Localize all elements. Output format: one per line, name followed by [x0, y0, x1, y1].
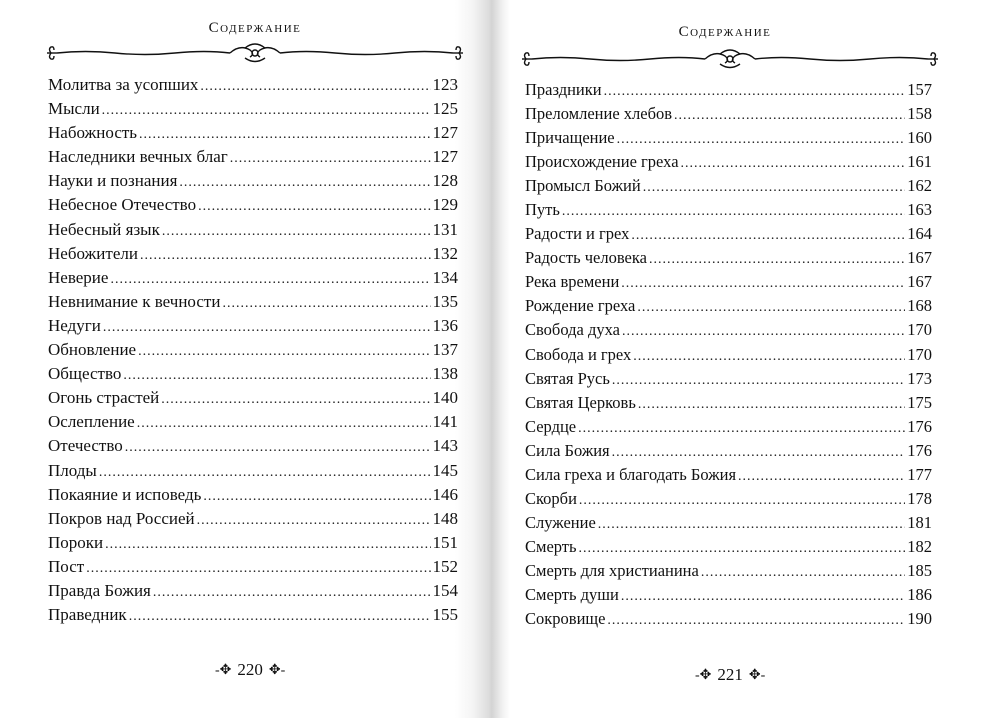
- folio-ornament-icon: ✥-: [268, 662, 286, 678]
- toc-leader-dots: [129, 605, 431, 629]
- toc-entry-title: Сокровище: [525, 609, 606, 629]
- toc-entry-title: Недуги: [48, 315, 101, 335]
- toc-entry-page: 161: [907, 152, 932, 172]
- toc-entry-title: Смерть души: [525, 584, 619, 604]
- right-ornament-divider: [520, 46, 940, 72]
- toc-entry-page: 175: [907, 392, 932, 412]
- toc-entry-title: Науки и познания: [48, 171, 178, 191]
- toc-entry: [48, 193, 458, 217]
- toc-entry-title: Плоды: [48, 460, 97, 480]
- toc-entry-title: Невнимание к вечности: [48, 291, 221, 311]
- toc-entry-title: Небесное Отечество: [48, 195, 197, 215]
- toc-leader-dots: [99, 461, 431, 485]
- toc-leader-dots: [179, 171, 430, 195]
- toc-leader-dots: [153, 581, 431, 605]
- toc-leader-dots: [102, 99, 431, 123]
- toc-entry-page: 127: [432, 147, 458, 167]
- toc-entry-title: Небесный язык: [48, 219, 160, 239]
- toc-entry: [48, 531, 458, 555]
- toc-entry-page: 132: [432, 243, 458, 263]
- toc-entry-page: 151: [432, 532, 458, 552]
- toc-entry-page: 170: [907, 344, 932, 364]
- toc-entry-page: 181: [907, 512, 932, 532]
- toc-entry-page: 163: [907, 200, 932, 220]
- toc-entry-title: Причащение: [525, 128, 615, 148]
- toc-entry-page: 173: [907, 368, 932, 388]
- toc-entry-page: 176: [907, 416, 932, 436]
- toc-leader-dots: [638, 393, 905, 417]
- toc-leader-dots: [701, 561, 905, 585]
- toc-entry-title: Скорби: [525, 488, 577, 508]
- toc-entry-page: 178: [907, 488, 932, 508]
- toc-entry-page: 143: [432, 436, 458, 456]
- toc-entry-title: Смерть: [525, 536, 577, 556]
- toc-entry: [525, 343, 932, 367]
- toc-entry: [48, 338, 458, 362]
- left-page-number: [215, 660, 285, 680]
- toc-entry-page: 134: [432, 267, 458, 287]
- toc-entry-page: 186: [907, 584, 932, 604]
- toc-entry-title: Пороки: [48, 532, 104, 552]
- toc-entry-page: 154: [432, 580, 458, 600]
- toc-leader-dots: [197, 509, 431, 533]
- toc-entry: [48, 145, 458, 169]
- toc-entry: [525, 487, 932, 511]
- toc-leader-dots: [579, 537, 906, 561]
- toc-entry-title: Набожность: [48, 123, 138, 143]
- toc-entry: [525, 559, 932, 583]
- folio-ornament-icon: -✥: [215, 662, 232, 678]
- toc-entry-title: Преломление хлебов: [525, 104, 673, 124]
- toc-entry-page: 164: [907, 224, 932, 244]
- toc-entry-page: 182: [907, 536, 932, 556]
- toc-entry: [48, 242, 458, 266]
- toc-entry-page: 167: [907, 272, 932, 292]
- toc-leader-dots: [198, 195, 430, 219]
- toc-leader-dots: [103, 316, 431, 340]
- toc-entry: [48, 507, 458, 531]
- toc-leader-dots: [604, 80, 906, 104]
- toc-entry-title: Покров над Россией: [48, 508, 195, 528]
- toc-leader-dots: [598, 513, 905, 537]
- toc-entry-title: Праздники: [525, 80, 602, 99]
- toc-entry-title: Река времени: [525, 272, 620, 292]
- left-toc-list: [48, 73, 458, 627]
- toc-leader-dots: [203, 485, 430, 509]
- toc-entry: [525, 246, 932, 270]
- toc-entry: [525, 391, 932, 415]
- toc-entry: [525, 78, 932, 102]
- toc-entry-title: Молитва за усопших: [48, 75, 199, 94]
- toc-entry: [48, 73, 458, 97]
- toc-entry-title: Радость человека: [525, 248, 647, 268]
- toc-entry: [525, 102, 932, 126]
- toc-entry-title: Пост: [48, 556, 85, 576]
- toc-entry-title: Свобода духа: [525, 320, 620, 340]
- toc-entry-page: 140: [432, 388, 458, 408]
- toc-leader-dots: [607, 609, 905, 633]
- toc-entry-title: Праведник: [48, 605, 127, 625]
- right-page-number: [695, 665, 765, 685]
- toc-entry-title: Обновление: [48, 340, 137, 360]
- toc-entry-title: Покаяние и исповедь: [48, 484, 202, 504]
- book-gutter-shadow: [455, 0, 495, 718]
- toc-entry-page: 136: [432, 315, 458, 335]
- toc-entry: [48, 362, 458, 386]
- toc-entry-title: Радости и грех: [525, 224, 630, 244]
- toc-entry-page: 190: [907, 609, 932, 629]
- toc-leader-dots: [110, 268, 430, 292]
- toc-leader-dots: [643, 176, 906, 200]
- right-running-head: Содержание: [678, 24, 772, 40]
- book-gutter-shadow-right: [492, 0, 510, 718]
- toc-entry: [48, 483, 458, 507]
- toc-leader-dots: [161, 388, 430, 412]
- toc-entry-page: 185: [907, 560, 932, 580]
- toc-leader-dots: [617, 128, 906, 152]
- toc-entry-title: Свобода и грех: [525, 344, 632, 364]
- toc-entry: [525, 367, 932, 391]
- toc-entry: [48, 410, 458, 434]
- toc-entry-title: Правда Божия: [48, 580, 151, 600]
- toc-entry: [48, 314, 458, 338]
- toc-entry-page: 170: [907, 320, 932, 340]
- toc-entry-page: 123: [432, 75, 458, 94]
- toc-entry: [525, 415, 932, 439]
- toc-entry: [48, 459, 458, 483]
- toc-entry-title: Святая Церковь: [525, 392, 636, 412]
- toc-entry: [525, 511, 932, 535]
- toc-entry: [525, 126, 932, 150]
- toc-entry-page: 162: [907, 176, 932, 196]
- toc-entry-title: Служение: [525, 512, 596, 532]
- toc-leader-dots: [230, 147, 431, 171]
- toc-entry-page: 141: [432, 412, 458, 432]
- toc-entry: [525, 222, 932, 246]
- toc-entry-title: Рождение греха: [525, 296, 636, 316]
- toc-leader-dots: [612, 369, 905, 393]
- toc-entry-title: Происхождение греха: [525, 152, 679, 172]
- toc-leader-dots: [579, 489, 905, 513]
- toc-leader-dots: [140, 244, 431, 268]
- toc-entry-title: Путь: [525, 200, 560, 220]
- toc-entry-title: Ослепление: [48, 412, 135, 432]
- toc-entry-title: Неверие: [48, 267, 109, 287]
- toc-entry-page: 160: [907, 128, 932, 148]
- toc-leader-dots: [612, 441, 906, 465]
- toc-leader-dots: [222, 292, 430, 316]
- toc-entry: [48, 266, 458, 290]
- toc-entry: [48, 386, 458, 410]
- toc-entry-title: Промысл Божий: [525, 176, 641, 196]
- toc-entry: [525, 318, 932, 342]
- toc-entry: [48, 121, 458, 145]
- toc-entry-page: 129: [432, 195, 458, 215]
- toc-entry-page: 127: [432, 123, 458, 143]
- toc-leader-dots: [622, 320, 905, 344]
- toc-entry-page: 135: [432, 291, 458, 311]
- toc-entry-page: 128: [432, 171, 458, 191]
- folio-ornament-icon: -✥: [695, 667, 712, 683]
- toc-entry-title: Святая Русь: [525, 368, 610, 388]
- toc-leader-dots: [649, 248, 905, 272]
- toc-leader-dots: [631, 224, 905, 248]
- toc-entry: [48, 555, 458, 579]
- toc-entry: [525, 439, 932, 463]
- toc-leader-dots: [123, 364, 430, 388]
- toc-leader-dots: [86, 557, 430, 581]
- toc-entry-page: 148: [432, 508, 458, 528]
- toc-leader-dots: [200, 75, 430, 99]
- toc-entry-title: Сила греха и благодать Божия: [525, 464, 737, 484]
- toc-leader-dots: [621, 585, 905, 609]
- toc-entry-page: 158: [907, 104, 932, 124]
- toc-entry-page: 167: [907, 248, 932, 268]
- toc-leader-dots: [637, 296, 905, 320]
- toc-entry: [48, 603, 458, 627]
- toc-entry: [48, 218, 458, 242]
- toc-entry-title: Наследники вечных благ: [48, 147, 228, 167]
- toc-entry-page: 176: [907, 440, 932, 460]
- toc-entry-title: Смерть для христианина: [525, 560, 699, 580]
- right-folio-text: 221: [717, 665, 743, 684]
- toc-entry-title: Мысли: [48, 99, 100, 119]
- toc-entry: [48, 169, 458, 193]
- left-folio-text: 220: [237, 660, 263, 679]
- toc-entry: [525, 294, 932, 318]
- toc-entry: [48, 579, 458, 603]
- toc-entry-title: Сердце: [525, 416, 577, 436]
- toc-entry: [48, 97, 458, 121]
- right-toc-list: [525, 78, 932, 631]
- toc-entry: [525, 535, 932, 559]
- toc-leader-dots: [674, 104, 905, 128]
- left-running-head: Содержание: [208, 20, 302, 36]
- toc-leader-dots: [738, 465, 905, 489]
- toc-leader-dots: [138, 340, 430, 364]
- toc-leader-dots: [139, 123, 430, 147]
- toc-leader-dots: [125, 436, 431, 460]
- toc-entry-title: Общество: [48, 364, 122, 384]
- toc-entry: [48, 290, 458, 314]
- toc-entry-title: Огонь страстей: [48, 388, 160, 408]
- toc-entry-page: 168: [907, 296, 932, 316]
- toc-leader-dots: [578, 417, 905, 441]
- toc-leader-dots: [105, 533, 430, 557]
- toc-leader-dots: [162, 220, 431, 244]
- toc-entry-title: Небожители: [48, 243, 138, 263]
- toc-entry-page: 155: [432, 605, 458, 625]
- toc-entry-title: Сила Божия: [525, 440, 610, 460]
- toc-entry: [525, 174, 932, 198]
- toc-entry-page: 157: [907, 80, 932, 99]
- toc-leader-dots: [633, 345, 905, 369]
- toc-leader-dots: [137, 412, 431, 436]
- toc-entry: [525, 150, 932, 174]
- toc-entry-page: 138: [432, 364, 458, 384]
- toc-entry: [525, 270, 932, 294]
- toc-entry: [525, 607, 932, 631]
- toc-entry-page: 131: [432, 219, 458, 239]
- toc-entry: [525, 583, 932, 607]
- toc-entry-page: 146: [432, 484, 458, 504]
- toc-entry: [525, 463, 932, 487]
- left-ornament-divider: [45, 40, 465, 66]
- toc-entry-page: 125: [432, 99, 458, 119]
- toc-entry: [525, 198, 932, 222]
- toc-leader-dots: [562, 200, 905, 224]
- folio-ornament-icon: ✥-: [748, 667, 766, 683]
- toc-leader-dots: [681, 152, 906, 176]
- toc-entry-page: 137: [432, 340, 458, 360]
- toc-leader-dots: [621, 272, 905, 296]
- toc-entry: [48, 434, 458, 458]
- toc-entry-page: 152: [432, 556, 458, 576]
- toc-entry-page: 177: [907, 464, 932, 484]
- toc-entry-title: Отечество: [48, 436, 123, 456]
- toc-entry-page: 145: [432, 460, 458, 480]
